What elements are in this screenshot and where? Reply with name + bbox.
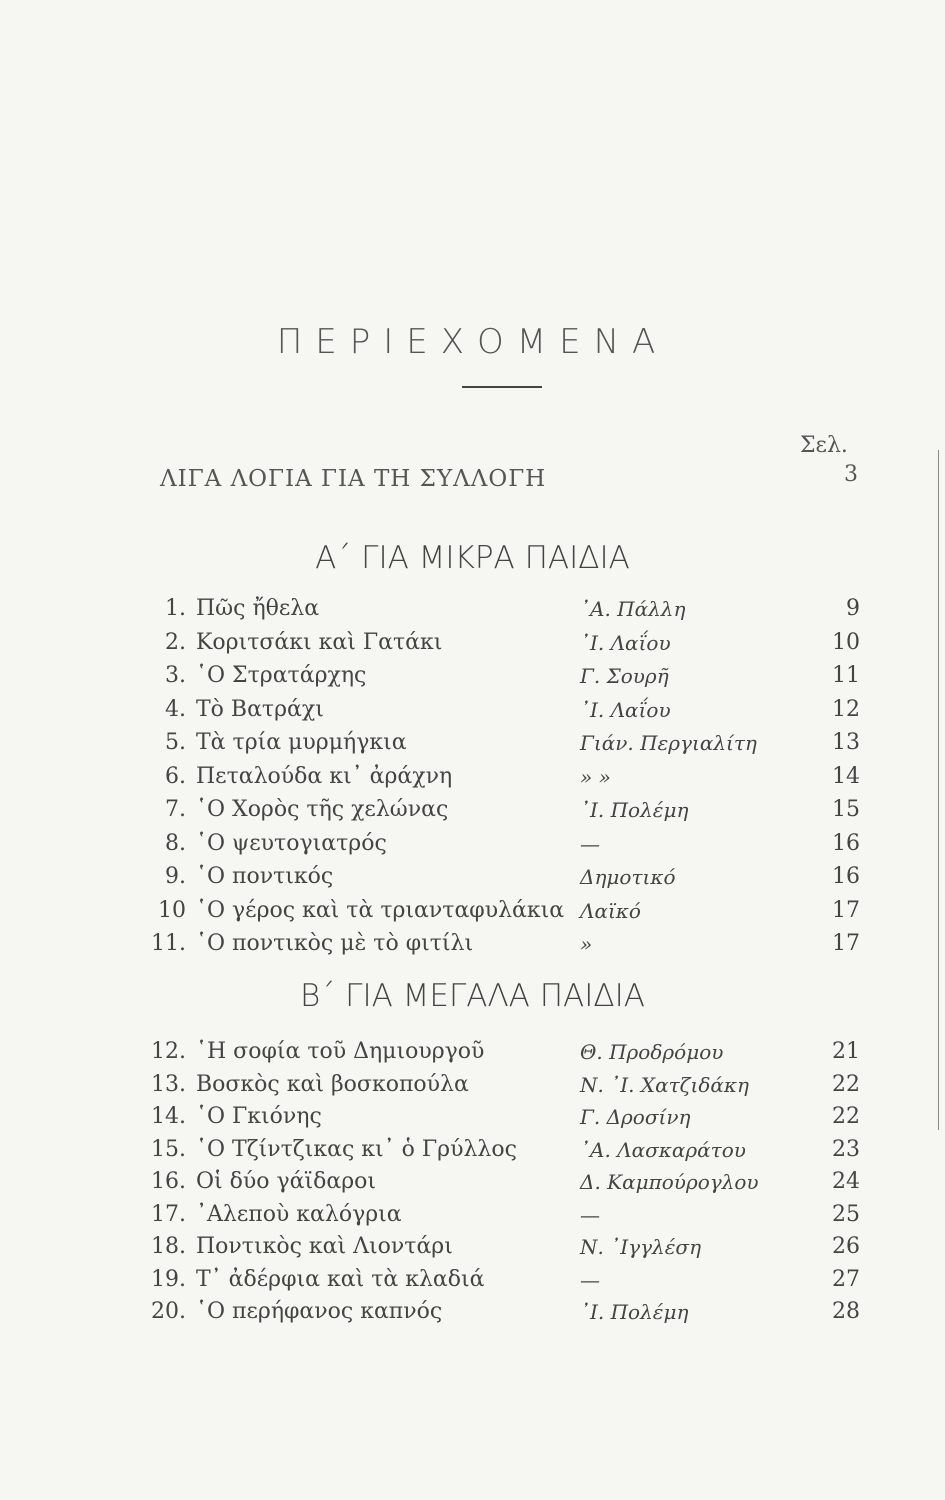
entry-author: ᾿Α. Λασκαράτου [580, 1137, 746, 1162]
entry-author: » » [580, 764, 611, 789]
entry-page: 17 [832, 931, 860, 956]
entry-title: ῾Ο Γκιόνης [196, 1104, 322, 1129]
entry-number: 3. [165, 663, 186, 688]
toc-entry [0, 593, 945, 625]
entry-author: Δημοτικό [580, 865, 676, 889]
entry-page: 24 [832, 1169, 860, 1194]
toc-entry [0, 1134, 945, 1166]
toc-entry [0, 727, 945, 759]
entry-page: 16 [832, 830, 860, 856]
entry-author: Ν. ᾿Ιγγλέση [580, 1235, 702, 1259]
entry-author: Λαϊκό [580, 898, 641, 923]
entry-title: ῾Ο ψευτογιατρός [196, 830, 387, 856]
entry-title: Πῶς ἤθελα [196, 596, 320, 621]
toc-entry [0, 1069, 945, 1101]
entry-number: 12. [151, 1039, 186, 1064]
page-edge [938, 450, 939, 1130]
entry-page: 11 [832, 663, 860, 688]
entry-title: ῾Ο γέρος καὶ τὰ τριανταφυλάκια [196, 897, 565, 923]
entry-number: 18. [151, 1234, 186, 1259]
entry-author: Γιάν. Περγιαλίτη [580, 731, 757, 755]
entry-page: 14 [832, 763, 860, 789]
entry-number: 20. [151, 1299, 186, 1324]
entry-title: Οἱ δύο γάϊδαροι [196, 1169, 377, 1194]
toc-entry [0, 761, 945, 793]
entry-author: ᾿Ι. Λαΐου [580, 697, 671, 722]
section-b-heading: Β΄ ΓΙΑ ΜΕΓΑΛΑ ΠΑΙΔΙΑ [300, 978, 645, 1014]
toc-entry [0, 895, 945, 927]
entry-author: — [580, 831, 600, 856]
entry-title: ᾿Αλεποὺ καλόγρια [196, 1201, 402, 1227]
entry-page: 26 [832, 1234, 860, 1259]
entry-title: Ποντικὸς καὶ Λιοντάρι [196, 1234, 453, 1259]
entry-title: Τ᾿ ἀδέρφια καὶ τὰ κλαδιά [196, 1266, 485, 1292]
entry-number: 1. [165, 596, 186, 621]
entry-author: Θ. Προδρόμου [580, 1040, 724, 1064]
entry-number: 17. [151, 1201, 186, 1227]
entry-title: ῾Ο ποντικὸς μὲ τὸ φιτίλι [196, 931, 474, 956]
entry-title: Τὰ τρία μυρμήγκια [196, 730, 407, 755]
entry-page: 27 [832, 1266, 860, 1292]
toc-entry [0, 660, 945, 692]
entry-page: 22 [832, 1071, 860, 1097]
entry-author: — [580, 1267, 600, 1292]
toc-entry [0, 794, 945, 826]
entry-title: ῾Ο ποντικός [196, 864, 334, 889]
toc-entry [0, 928, 945, 960]
entry-number: 13. [151, 1071, 186, 1097]
entry-page: 15 [832, 797, 860, 822]
title-rule [462, 386, 542, 388]
entry-number: 4. [165, 696, 186, 722]
page-column-label: Σελ. [800, 433, 848, 458]
entry-title: ῾Ο Χορὸς τῆς χελώνας [196, 797, 449, 822]
entry-number: 11. [151, 931, 186, 956]
toc-entry [0, 1036, 945, 1068]
entry-number: 19. [151, 1266, 186, 1292]
entry-number: 8. [165, 830, 186, 856]
entry-title: Τὸ Βατράχι [196, 696, 324, 722]
toc-entry [0, 1296, 945, 1328]
toc-entry [0, 627, 945, 659]
preface-page: 3 [844, 462, 858, 487]
entry-number: 10 [158, 897, 186, 923]
page-title: ΠΕΡΙΕΧΟΜΕΝΑ [276, 322, 669, 362]
toc-entry [0, 1199, 945, 1231]
entry-number: 6. [165, 763, 186, 789]
entry-author: Δ. Καμπούρογλου [580, 1170, 759, 1194]
entry-page: 12 [832, 696, 860, 722]
entry-author: ᾿Ι. Πολέμη [580, 1300, 689, 1324]
entry-title: ῾Ο Στρατάρχης [196, 663, 367, 688]
entry-author: ᾿Ι. Λαΐου [580, 630, 671, 655]
entry-page: 22 [832, 1104, 860, 1129]
entry-page: 9 [846, 596, 860, 621]
entry-page: 28 [832, 1299, 860, 1324]
entry-author: ᾿Α. Πάλλη [580, 597, 686, 621]
entry-author: Γ. Δροσίνη [580, 1105, 691, 1129]
toc-entry [0, 1231, 945, 1263]
entry-page: 10 [832, 629, 860, 655]
entry-number: 2. [165, 629, 186, 655]
entry-number: 5. [165, 730, 186, 755]
entry-author: ᾿Ι. Πολέμη [580, 798, 689, 822]
entry-author: Γ. Σουρῆ [580, 664, 669, 688]
entry-title: ῾Ο Τζίντζικας κι᾿ ὁ Γρύλλος [196, 1136, 517, 1162]
section-a-heading: Α΄ ΓΙΑ ΜΙΚΡΑ ΠΑΙΔΙΑ [315, 540, 630, 576]
entry-author: » [580, 932, 593, 956]
entry-number: 15. [151, 1136, 186, 1162]
entry-title: Κοριτσάκι καὶ Γατάκι [196, 629, 443, 655]
entry-number: 14. [151, 1104, 186, 1129]
entry-title: Βοσκὸς καὶ βοσκοπούλα [196, 1071, 469, 1097]
entry-title: ῾Η σοφία τοῦ Δημιουργοῦ [196, 1039, 485, 1064]
toc-entry [0, 828, 945, 860]
entry-page: 16 [832, 864, 860, 889]
entry-number: 7. [165, 797, 186, 822]
toc-entry [0, 1166, 945, 1198]
entry-title: ῾Ο περήφανος καπνός [196, 1299, 443, 1324]
toc-entry [0, 1264, 945, 1296]
preface-title: ΛΙΓΑ ΛΟΓΙΑ ΓΙΑ ΤΗ ΣΥΛΛΟΓΗ [160, 466, 547, 492]
entry-page: 21 [832, 1039, 860, 1064]
entry-page: 17 [832, 897, 860, 923]
toc-entry [0, 1101, 945, 1133]
entry-page: 13 [832, 730, 860, 755]
entry-number: 16. [151, 1169, 186, 1194]
entry-author: — [580, 1202, 600, 1227]
entry-page: 25 [832, 1201, 860, 1227]
entry-page: 23 [832, 1136, 860, 1162]
toc-entry [0, 694, 945, 726]
entry-number: 9. [165, 864, 186, 889]
entry-author: Ν. ᾿Ι. Χατζιδάκη [580, 1072, 749, 1097]
toc-entry [0, 861, 945, 893]
entry-title: Πεταλούδα κι᾿ ἀράχνη [196, 763, 453, 789]
